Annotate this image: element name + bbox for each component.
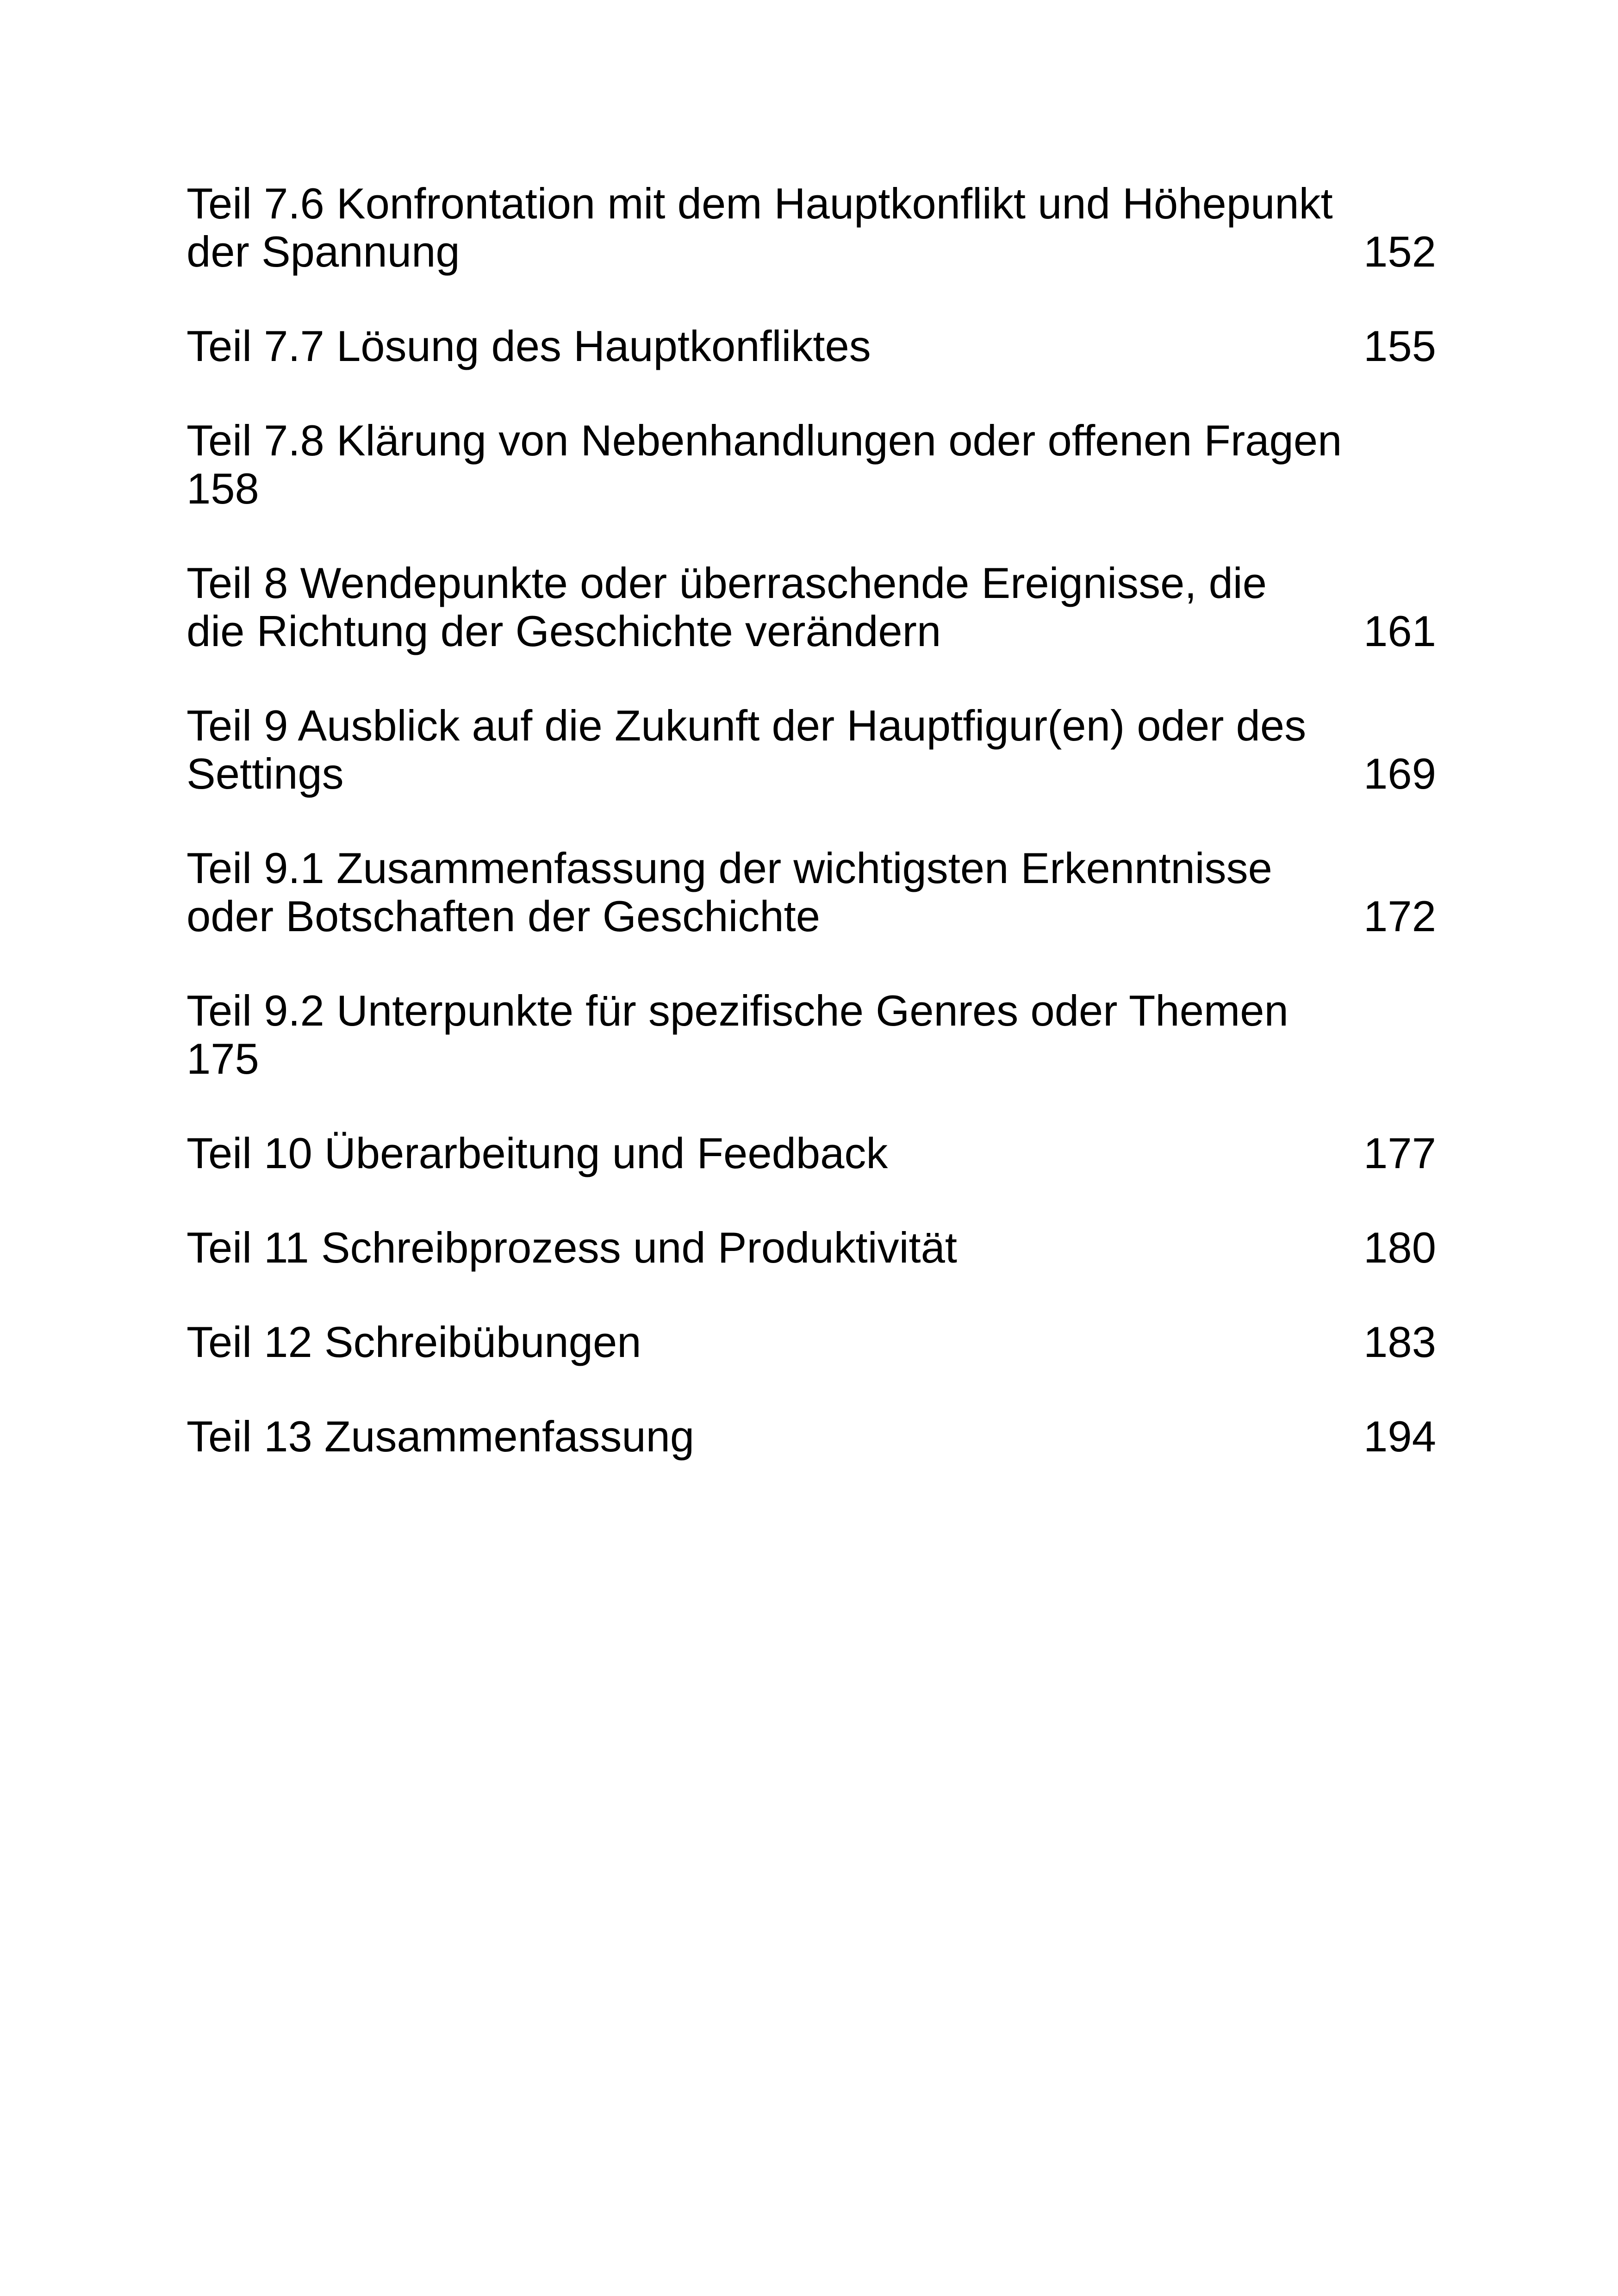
toc-entry-page: 155 [1363,322,1436,370]
toc-entry-page: 158 [187,464,259,513]
toc-entry-title: Teil 8 Wendepunkte oder überraschende Ereignisse, die die Richtung der Geschichte verändern [187,559,1267,655]
toc-entry-title: Teil 7.8 Klärung von Nebenhandlungen oder offenen Fragen [187,416,1342,465]
toc-entry-page: 152 [1363,227,1436,276]
toc-entry-title: Teil 11 Schreibprozess und Produktivität [187,1223,958,1272]
toc-entry-title: Teil 9.1 Zusammenfassung der wichtigsten Erkenntnisse oder Botschaften der Geschichte [187,844,1272,940]
toc-entry-page: 194 [1363,1412,1436,1461]
toc-entry [187,987,1436,1083]
toc-entry-title: Teil 13 Zusammenfassung [187,1412,695,1461]
toc-entry [187,1412,1436,1461]
toc-entry-page: 180 [1363,1223,1436,1272]
toc-entry-title: Teil 12 Schreibübungen [187,1318,641,1366]
toc-entry-page: 175 [187,1034,259,1083]
toc-entry [187,559,1436,655]
toc-entry [187,1129,1436,1177]
toc-entry [187,1318,1436,1366]
toc-entry-page: 183 [1363,1318,1436,1366]
toc-entry [187,702,1436,798]
toc-entry-page: 161 [1363,607,1436,655]
toc-entry-title: Teil 9.2 Unterpunkte für spezifische Genres oder Themen [187,986,1288,1035]
toc-entry-page: 169 [1363,749,1436,798]
toc-entry-title: Teil 7.6 Konfrontation mit dem Hauptkonflikt und Höhepunkt der Spannung [187,179,1333,276]
toc-entry [187,322,1436,370]
toc-entry [187,844,1436,940]
toc-entry-title: Teil 7.7 Lösung des Hauptkonfliktes [187,322,871,370]
table-of-contents [187,180,1436,1507]
toc-entry [187,1224,1436,1272]
toc-entry-page: 177 [1363,1129,1436,1177]
toc-entry-title: Teil 10 Überarbeitung und Feedback [187,1129,888,1177]
toc-entry-title: Teil 9 Ausblick auf die Zukunft der Hauptfigur(en) oder des Settings [187,701,1307,798]
toc-entry-page: 172 [1363,892,1436,940]
toc-entry [187,417,1436,513]
toc-entry [187,180,1436,276]
